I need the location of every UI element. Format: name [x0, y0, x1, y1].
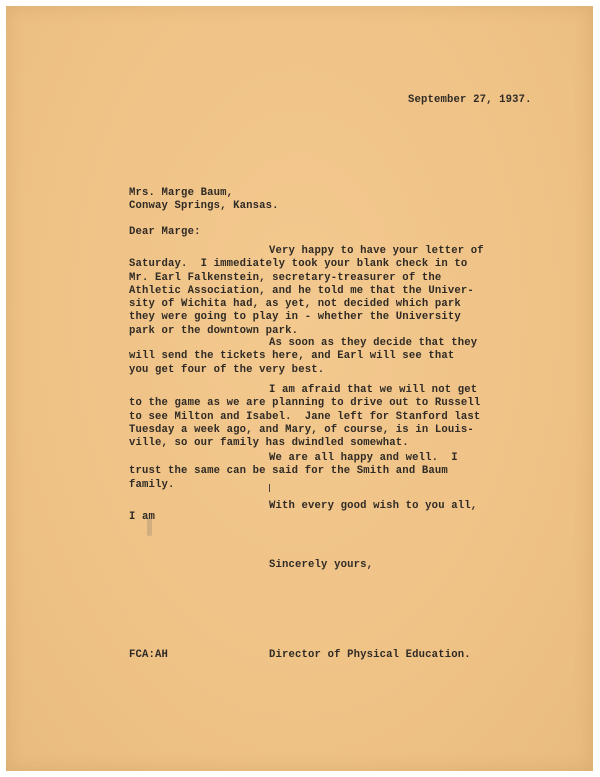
paragraph-1: [129, 245, 484, 338]
paragraph-line: park or the downtown park.: [129, 324, 299, 337]
paragraph-line: ville, so our family has dwindled somewhat.: [129, 437, 409, 450]
recipient-name: Mrs. Marge Baum,: [129, 187, 234, 199]
paragraph-line: Very happy to have your letter of: [269, 245, 484, 257]
paragraph-2: [129, 337, 477, 377]
ink-smudge: [147, 518, 152, 536]
salutation: Dear Marge:: [129, 226, 201, 238]
paragraph-line: will send the tickets here, and Earl will see that: [129, 350, 455, 363]
ink-mark: [269, 484, 270, 492]
paragraph-4: [129, 452, 458, 492]
paragraph-line: to see Milton and Isabel. Jane left for Stanford last: [129, 410, 481, 423]
paragraph-line: Athletic Association, and he told me that the Univer-: [129, 284, 474, 297]
paragraph-line: to the game as we are planning to drive out to Russell: [129, 397, 481, 410]
reference-initials: FCA:AH: [129, 649, 169, 661]
paragraph-line: they were going to play in - whether the University: [129, 311, 461, 324]
paragraph-line: family.: [129, 478, 175, 491]
i-am-line: I am: [129, 511, 156, 523]
paragraph-line: I am afraid that we will not get: [269, 384, 478, 396]
paragraph-line: We are all happy and well. I: [269, 452, 458, 464]
paragraph-line: Tuesday a week ago, and Mary, of course, is in Louis-: [129, 423, 474, 436]
paragraph-line: Saturday. I immediately took your blank check in to: [129, 258, 468, 271]
closing-wish: With every good wish to you all,: [269, 500, 478, 512]
paragraph-line: As soon as they decide that they: [269, 337, 478, 349]
recipient-address: Conway Springs, Kansas.: [129, 200, 279, 212]
letter-page: [6, 6, 593, 771]
paragraph-3: [129, 384, 480, 450]
paragraph-line: you get four of the very best.: [129, 363, 325, 376]
signature-title: Director of Physical Education.: [269, 649, 471, 661]
letter-date: September 27, 1937.: [408, 94, 532, 106]
paragraph-line: sity of Wichita had, as yet, not decided which park: [129, 298, 461, 311]
paragraph-line: Mr. Earl Falkenstein, secretary-treasurer of the: [129, 271, 442, 284]
paragraph-line: trust the same can be said for the Smith and Baum: [129, 465, 448, 478]
complimentary-close: Sincerely yours,: [269, 559, 374, 571]
